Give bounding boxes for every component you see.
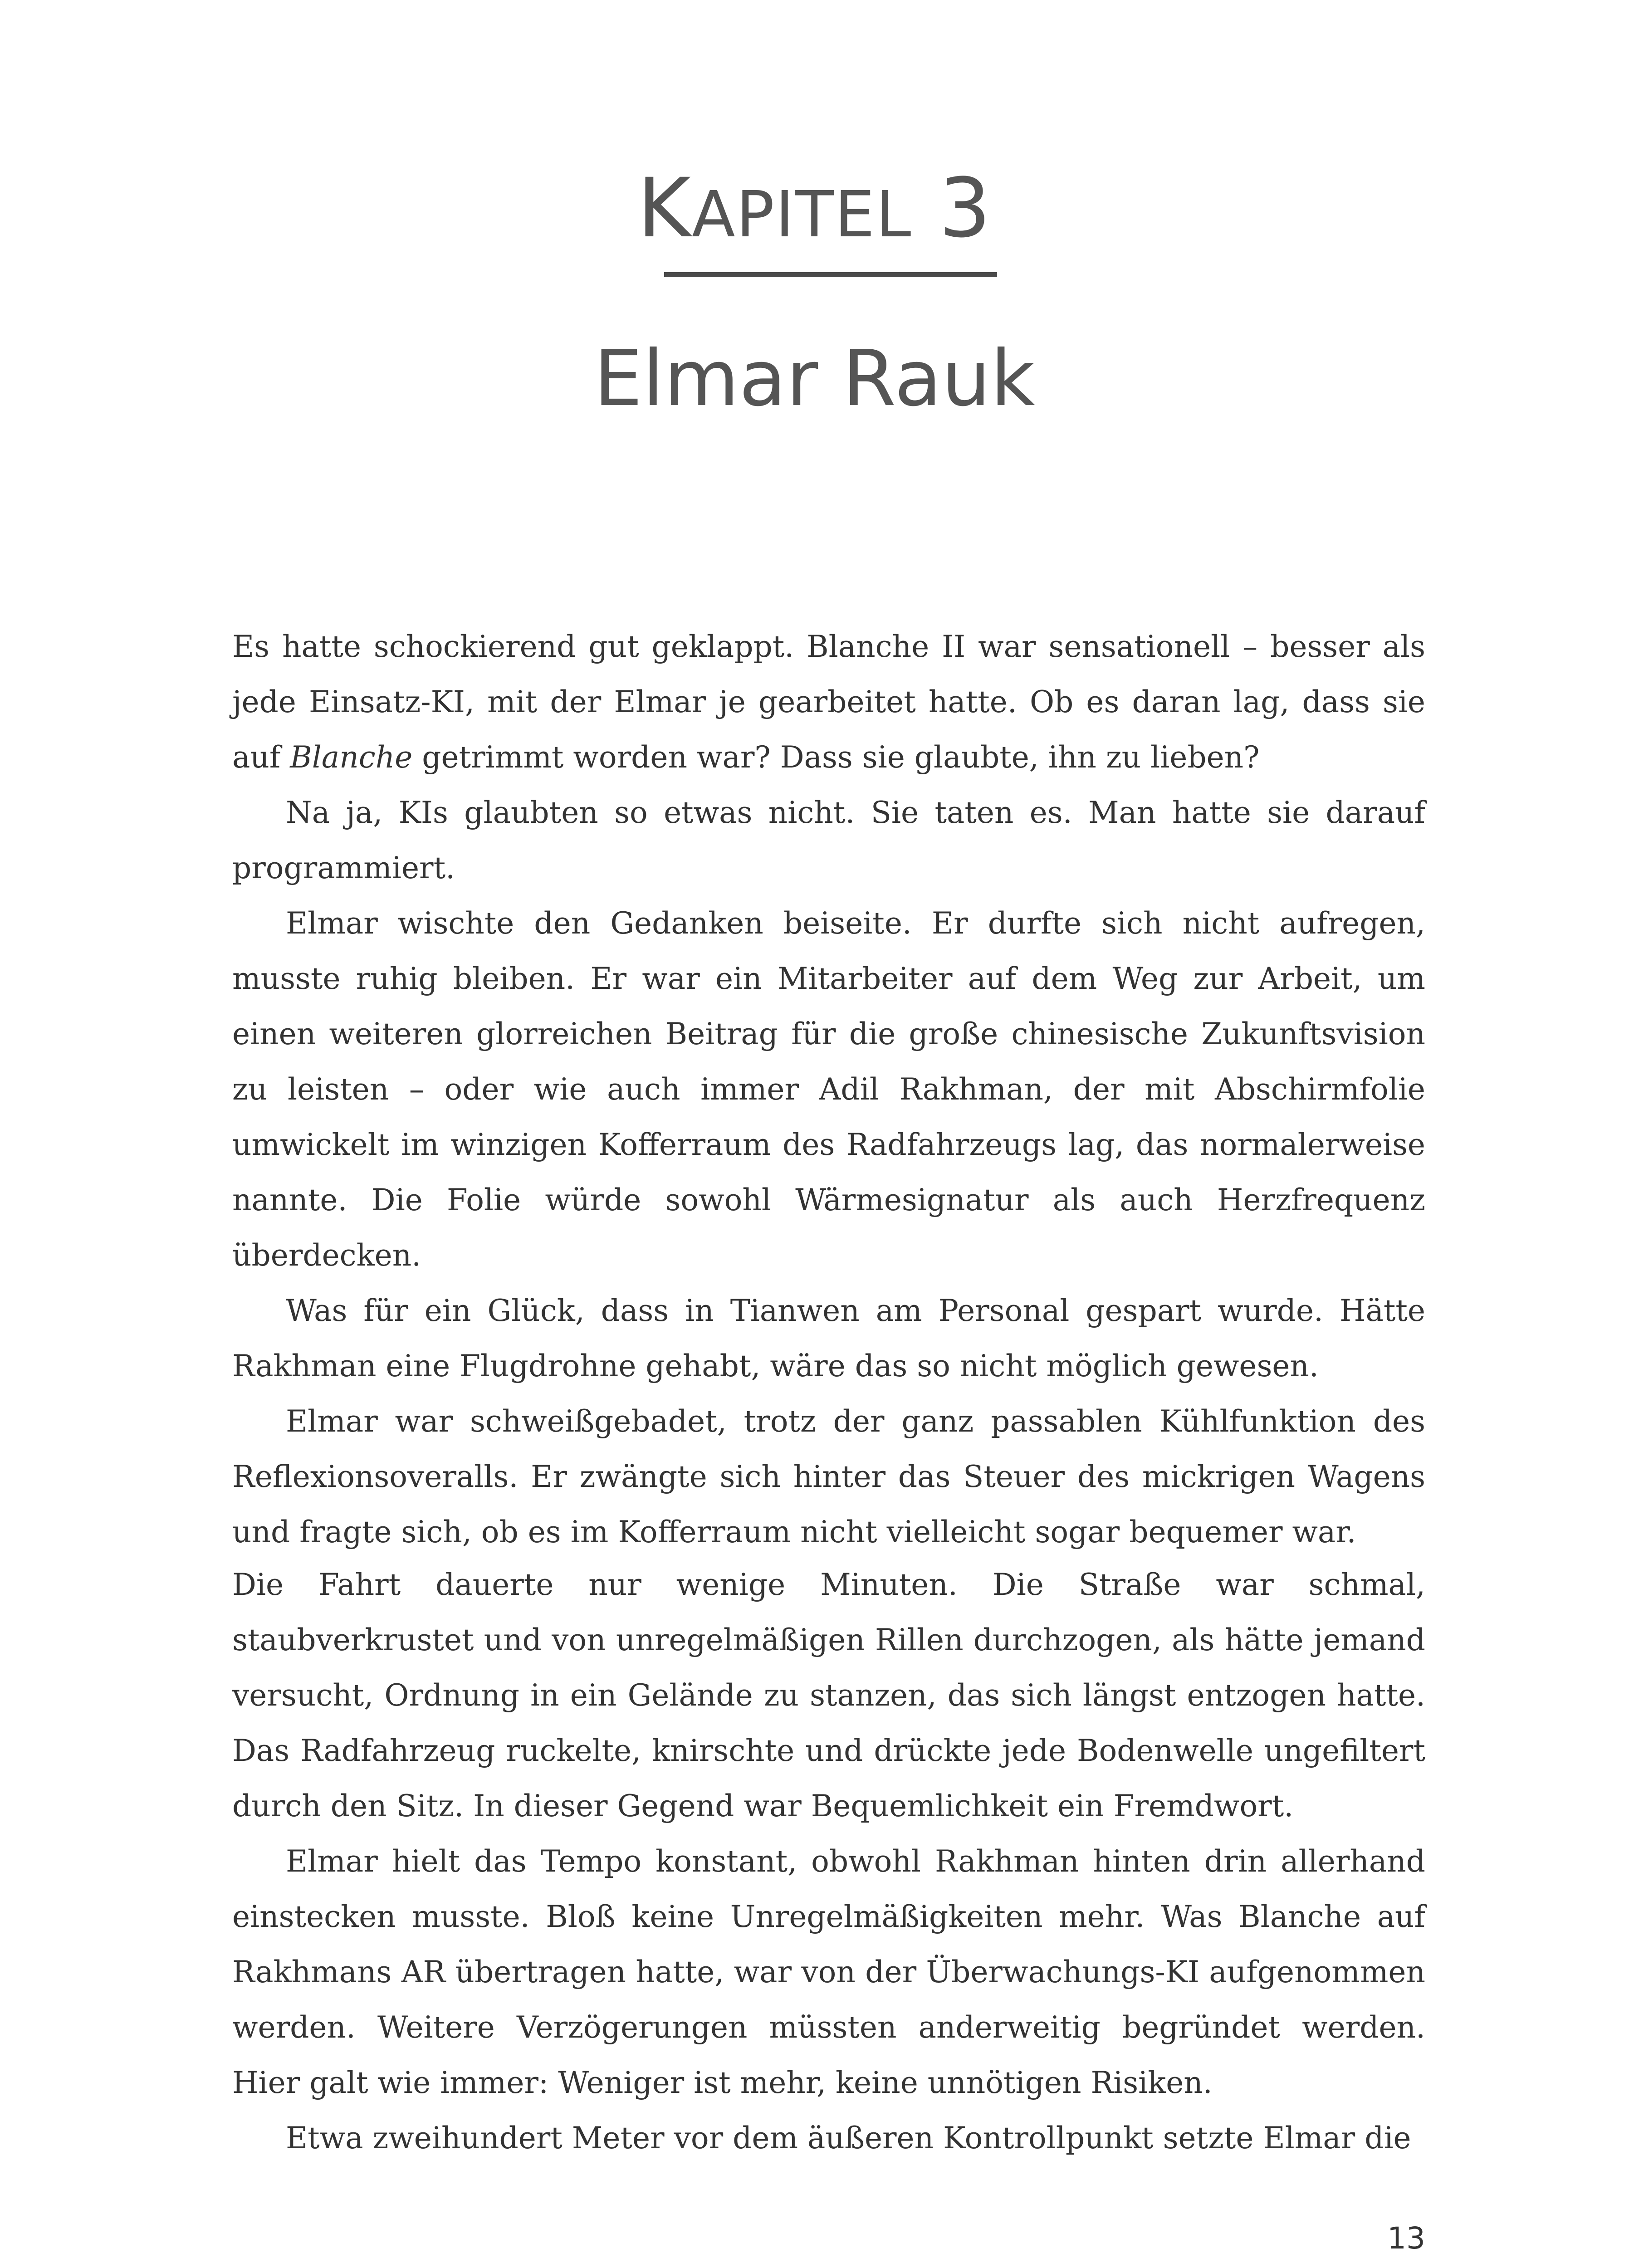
text-section-2 (232, 1557, 1425, 2166)
paragraph: Elmar hielt das Tempo konstant, obwohl Rakhman hinten drin allerhand einstecken musste. Bloß keine Unregelmäßigkeiten mehr. Was Blanche auf Rakhmans AR übertragen hatte, war von der Überwachungs-KI aufgenommen werden. Weitere Verzögerungen müssten anderweitig begründet werden. Hier galt wie immer: Weniger ist mehr, keine unnötigen Risiken. (232, 1844, 1425, 2100)
chapter-label-rest: APITEL (691, 178, 912, 252)
page-number: 13 (1387, 2221, 1425, 2256)
paragraph (232, 619, 1425, 785)
italic-name: Blanche (290, 740, 413, 775)
chapter-title: Elmar Rauk (593, 334, 1036, 424)
chapter-divider (664, 272, 997, 277)
paragraph: Etwa zweihundert Meter vor dem äußeren Kontrollpunkt setzte Elmar die (286, 2121, 1411, 2156)
chapter-number: 3 (939, 161, 992, 256)
paragraph: Die Fahrt dauerte nur wenige Minuten. Die Straße war schmal, staubverkrustet und von unregelmäßigen Rillen durchzogen, als hätte jemand versucht, Ordnung in ein Gelände zu stanzen, das sich längst entzogen hatte. Das Radfahrzeug ruckelte, knirschte und drückte jede Bodenwelle ungefiltert durch den Sitz. In dieser Gegend war Bequemlichkeit ein Fremdwort. (232, 1567, 1425, 1823)
paragraph: Was für ein Glück, dass in Tianwen am Personal gespart wurde. Hätte Rakhman eine Flugdrohne gehabt, wäre das so nicht möglich gewesen. (232, 1293, 1425, 1383)
text-section-1 (232, 619, 1425, 1560)
paragraph-text: getrimmt worden war? Dass sie glaubte, ihn zu lieben? (412, 740, 1260, 775)
paragraph: Elmar wischte den Gedanken beiseite. Er durfte sich nicht aufregen, musste ruhig bleiben. Er war ein Mitarbeiter auf dem Weg zur Arbeit, um einen weiteren glorreichen Beitrag für die große chinesische Zukunftsvision zu leisten – oder wie auch immer Adil Rakhman, der mit Abschirmfolie umwickelt im winzigen Kofferraum des Radfahrzeugs lag, das normalerweise nannte. Die Folie würde sowohl Wärmesignatur als auch Herzfrequenz überdecken. (232, 906, 1425, 1273)
chapter-label-initial: K (637, 161, 692, 256)
paragraph: Elmar war schweißgebadet, trotz der ganz passablen Kühlfunktion des Reflexionsoveralls. Er zwängte sich hinter das Steuer des mickrigen Wagens und fragte sich, ob es im Kofferraum nicht vielleicht sogar bequemer war. (232, 1404, 1425, 1549)
chapter-label (0, 163, 1629, 260)
paragraph-text: Es hatte schockierend gut geklappt. Blanche II war sensationell – besser als jede Einsatz-KI, mit der Elmar je gearbeitet hatte. Ob es daran lag, dass sie auf (232, 629, 1425, 775)
paragraph: Na ja, KIs glaubten so etwas nicht. Sie taten es. Man hatte sie darauf programmiert. (232, 795, 1425, 885)
